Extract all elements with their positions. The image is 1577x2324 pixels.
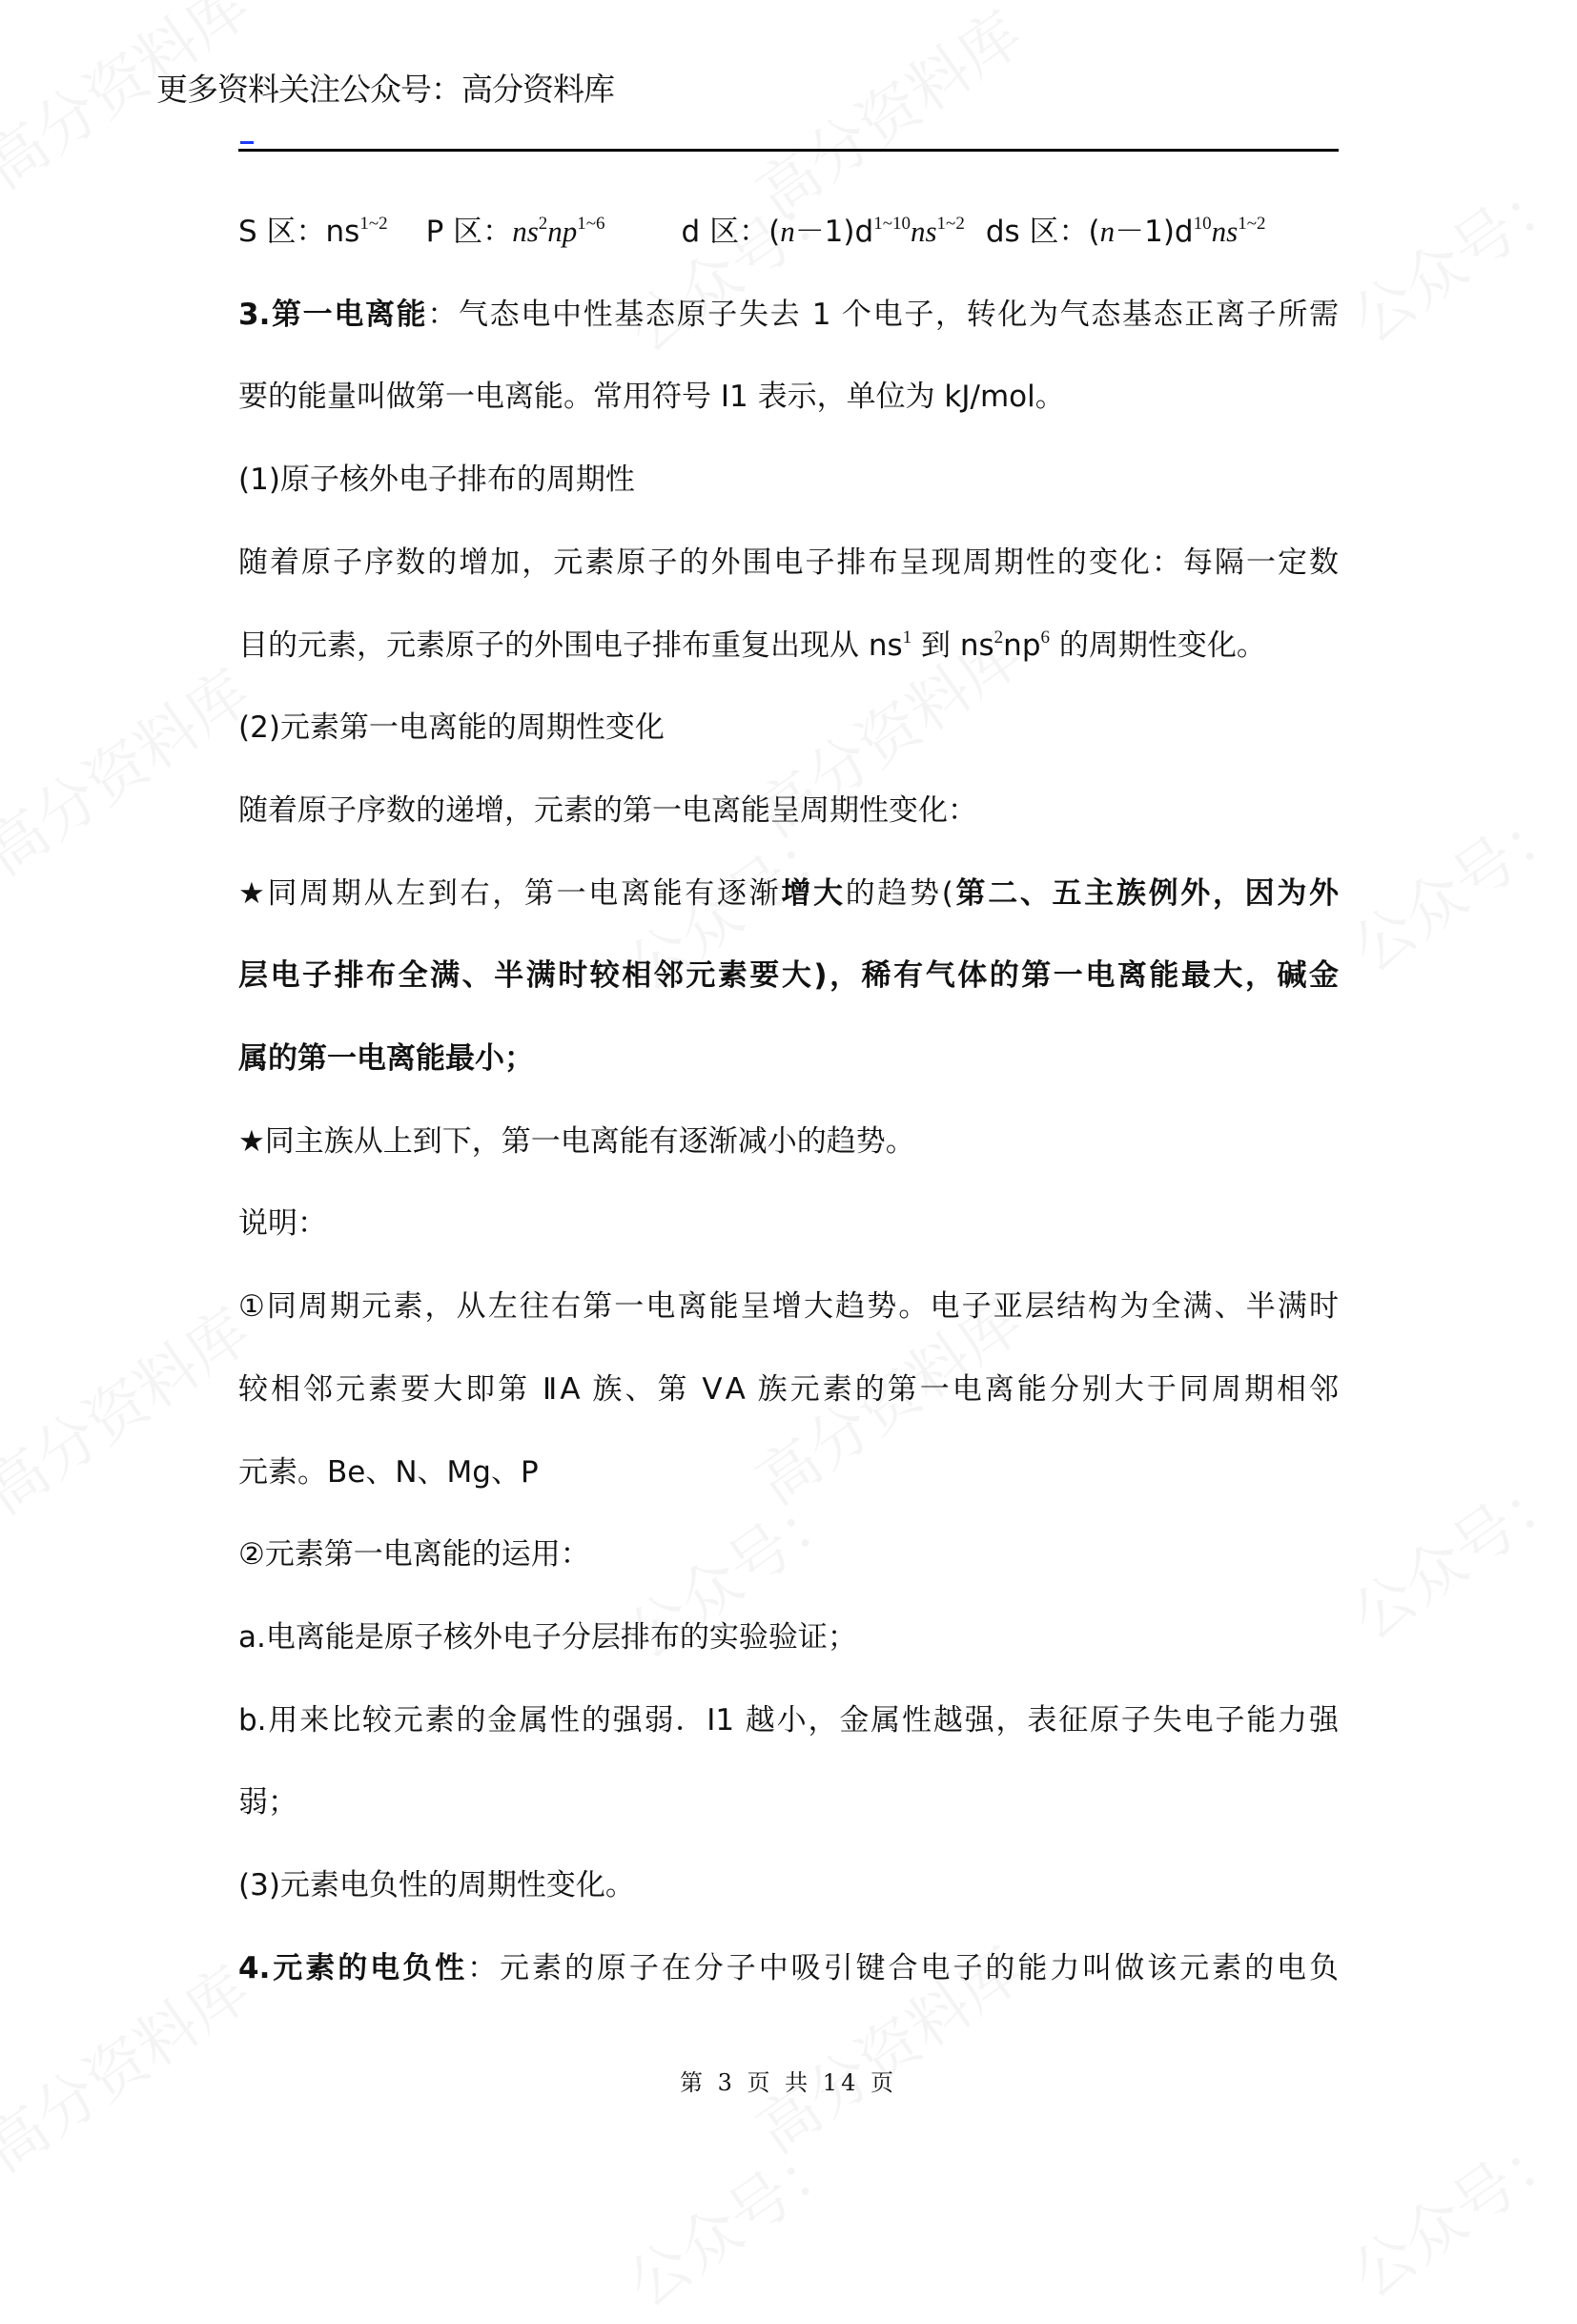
text-segment: np xyxy=(1003,627,1041,663)
text-line xyxy=(238,1204,1339,1243)
watermark-text xyxy=(737,0,1037,234)
text-segment: (2)元素第一电离能的周期性变化 xyxy=(238,710,665,746)
text-line xyxy=(238,1370,1339,1409)
text-segment: ds 区：( xyxy=(985,215,1100,249)
text-line xyxy=(238,1866,1339,1904)
watermark-text xyxy=(1332,1445,1577,1656)
header-link-mark xyxy=(240,141,254,144)
text-line xyxy=(238,461,1339,499)
text-segment: ns xyxy=(910,215,937,248)
superscript: 1~6 xyxy=(577,214,605,234)
text-line xyxy=(238,1949,1339,1987)
text-segment: ②元素第一电离能的运用： xyxy=(238,1537,590,1573)
text-line xyxy=(238,1783,1339,1821)
watermark-text xyxy=(0,1285,264,1532)
text-segment: n xyxy=(1099,215,1116,248)
text-segment: 较相邻元素要大即第 ⅡA 族、第 ⅤA 族元素的第一电离能分别大于同周期相邻 xyxy=(238,1371,1339,1407)
text-segment: ★同周期从左到右，第一电离能有逐渐 xyxy=(238,875,782,911)
text-segment: (3)元素电负性的周期性变化。 xyxy=(238,1868,635,1902)
text-segment: ★同主族从上到下，第一电离能有逐渐减小的趋势。 xyxy=(238,1123,915,1159)
superscript: 1 xyxy=(902,627,912,648)
text-line xyxy=(238,213,1339,251)
text-segment: 目的元素，元素原子的外围电子排布重复出现从 ns xyxy=(238,627,903,663)
superscript: 1~2 xyxy=(1238,214,1266,234)
header-text: 更多资料关注公众号：高分资料库 xyxy=(156,71,614,108)
text-segment: 说明： xyxy=(238,1206,327,1242)
text-segment: －1)d xyxy=(794,215,874,249)
text-segment: b.用来比较元素的金属性的强弱．I1 越小，金属性越强，表征原子失电子能力强 xyxy=(238,1702,1339,1738)
text-line xyxy=(238,1701,1339,1739)
superscript: 2 xyxy=(538,214,548,234)
text-segment: 弱； xyxy=(238,1785,297,1820)
text-line xyxy=(238,1287,1339,1326)
text-line xyxy=(238,627,1339,665)
watermark-text xyxy=(1332,777,1577,989)
watermark-text xyxy=(607,157,857,369)
superscript: 1~2 xyxy=(936,214,965,234)
bold-text: 属的第一电离能最小； xyxy=(238,1041,534,1076)
superscript: 1~10 xyxy=(873,214,911,234)
text-segment: 随着原子序数的增加，元素原子的外围电子排布呈现周期性的变化：每隔一定数 xyxy=(238,545,1339,580)
watermark-text xyxy=(1332,148,1577,360)
watermark-text xyxy=(607,2112,857,2324)
watermark-text xyxy=(0,646,264,893)
text-segment: ：元素的原子在分子中吸引键合电子的能力叫做该元素的电负 xyxy=(467,1950,1339,1985)
text-segment: np xyxy=(547,215,578,248)
text-segment: ①同周期元素，从左往右第一电离能呈增大趋势。电子亚层结构为全满、半满时 xyxy=(238,1289,1339,1325)
superscript: 10 xyxy=(1193,214,1212,234)
text-line xyxy=(238,709,1339,747)
text-segment: 的趋势( xyxy=(845,875,953,911)
text-segment: S 区：ns xyxy=(238,215,360,249)
text-line xyxy=(238,1039,1339,1078)
page-footer: 第 3 页 共 14 页 xyxy=(680,2069,897,2096)
text-segment: 到 ns xyxy=(911,627,994,663)
superscript: 2 xyxy=(993,627,1004,648)
superscript: 6 xyxy=(1040,627,1050,648)
text-segment: 元素。Be、N、Mg、P xyxy=(238,1454,539,1490)
bold-text: 层电子排布全满、半满时较相邻元素要大)，稀有气体的第一电离能最大，碱金 xyxy=(238,958,1339,994)
text-segment: 要的能量叫做第一电离能。常用符号 I1 表示，单位为 kJ/mol。 xyxy=(238,380,1065,415)
superscript: 1~2 xyxy=(359,214,388,234)
text-line xyxy=(238,378,1339,416)
text-segment: (1)原子核外电子排布的周期性 xyxy=(238,463,635,498)
text-line xyxy=(238,956,1339,995)
text-line xyxy=(238,792,1339,830)
bold-text: 4.元素的电负性 xyxy=(238,1950,468,1985)
watermark-text xyxy=(1332,2103,1577,2314)
bold-text: 增大 xyxy=(781,875,846,911)
bold-text: 3.第一电离能 xyxy=(238,297,428,332)
text-line xyxy=(238,1122,1339,1161)
text-line xyxy=(238,1453,1339,1491)
text-line xyxy=(238,544,1339,582)
text-segment: －1)d xyxy=(1115,215,1194,249)
bold-text: 第二、五主族例外，因为外 xyxy=(952,875,1339,911)
text-segment: ：气态电中性基态原子失去 1 个电子，转化为气态基态正离子所需 xyxy=(427,297,1339,332)
text-segment: P 区： xyxy=(425,215,513,249)
text-line xyxy=(238,1618,1339,1656)
text-segment: n xyxy=(780,215,795,248)
text-segment: ns xyxy=(1211,215,1239,248)
text-segment: a.电离能是原子核外电子分层排布的实验验证； xyxy=(238,1619,857,1655)
text-line xyxy=(238,874,1339,913)
text-segment: 的周期性变化。 xyxy=(1050,627,1266,663)
header-rule xyxy=(238,149,1339,152)
text-line xyxy=(238,1535,1339,1573)
text-segment: d 区：( xyxy=(681,215,781,249)
text-segment: ns xyxy=(512,215,539,248)
text-segment: 随着原子序数的递增，元素的第一电离能呈周期性变化： xyxy=(238,792,977,828)
text-line xyxy=(238,296,1339,334)
